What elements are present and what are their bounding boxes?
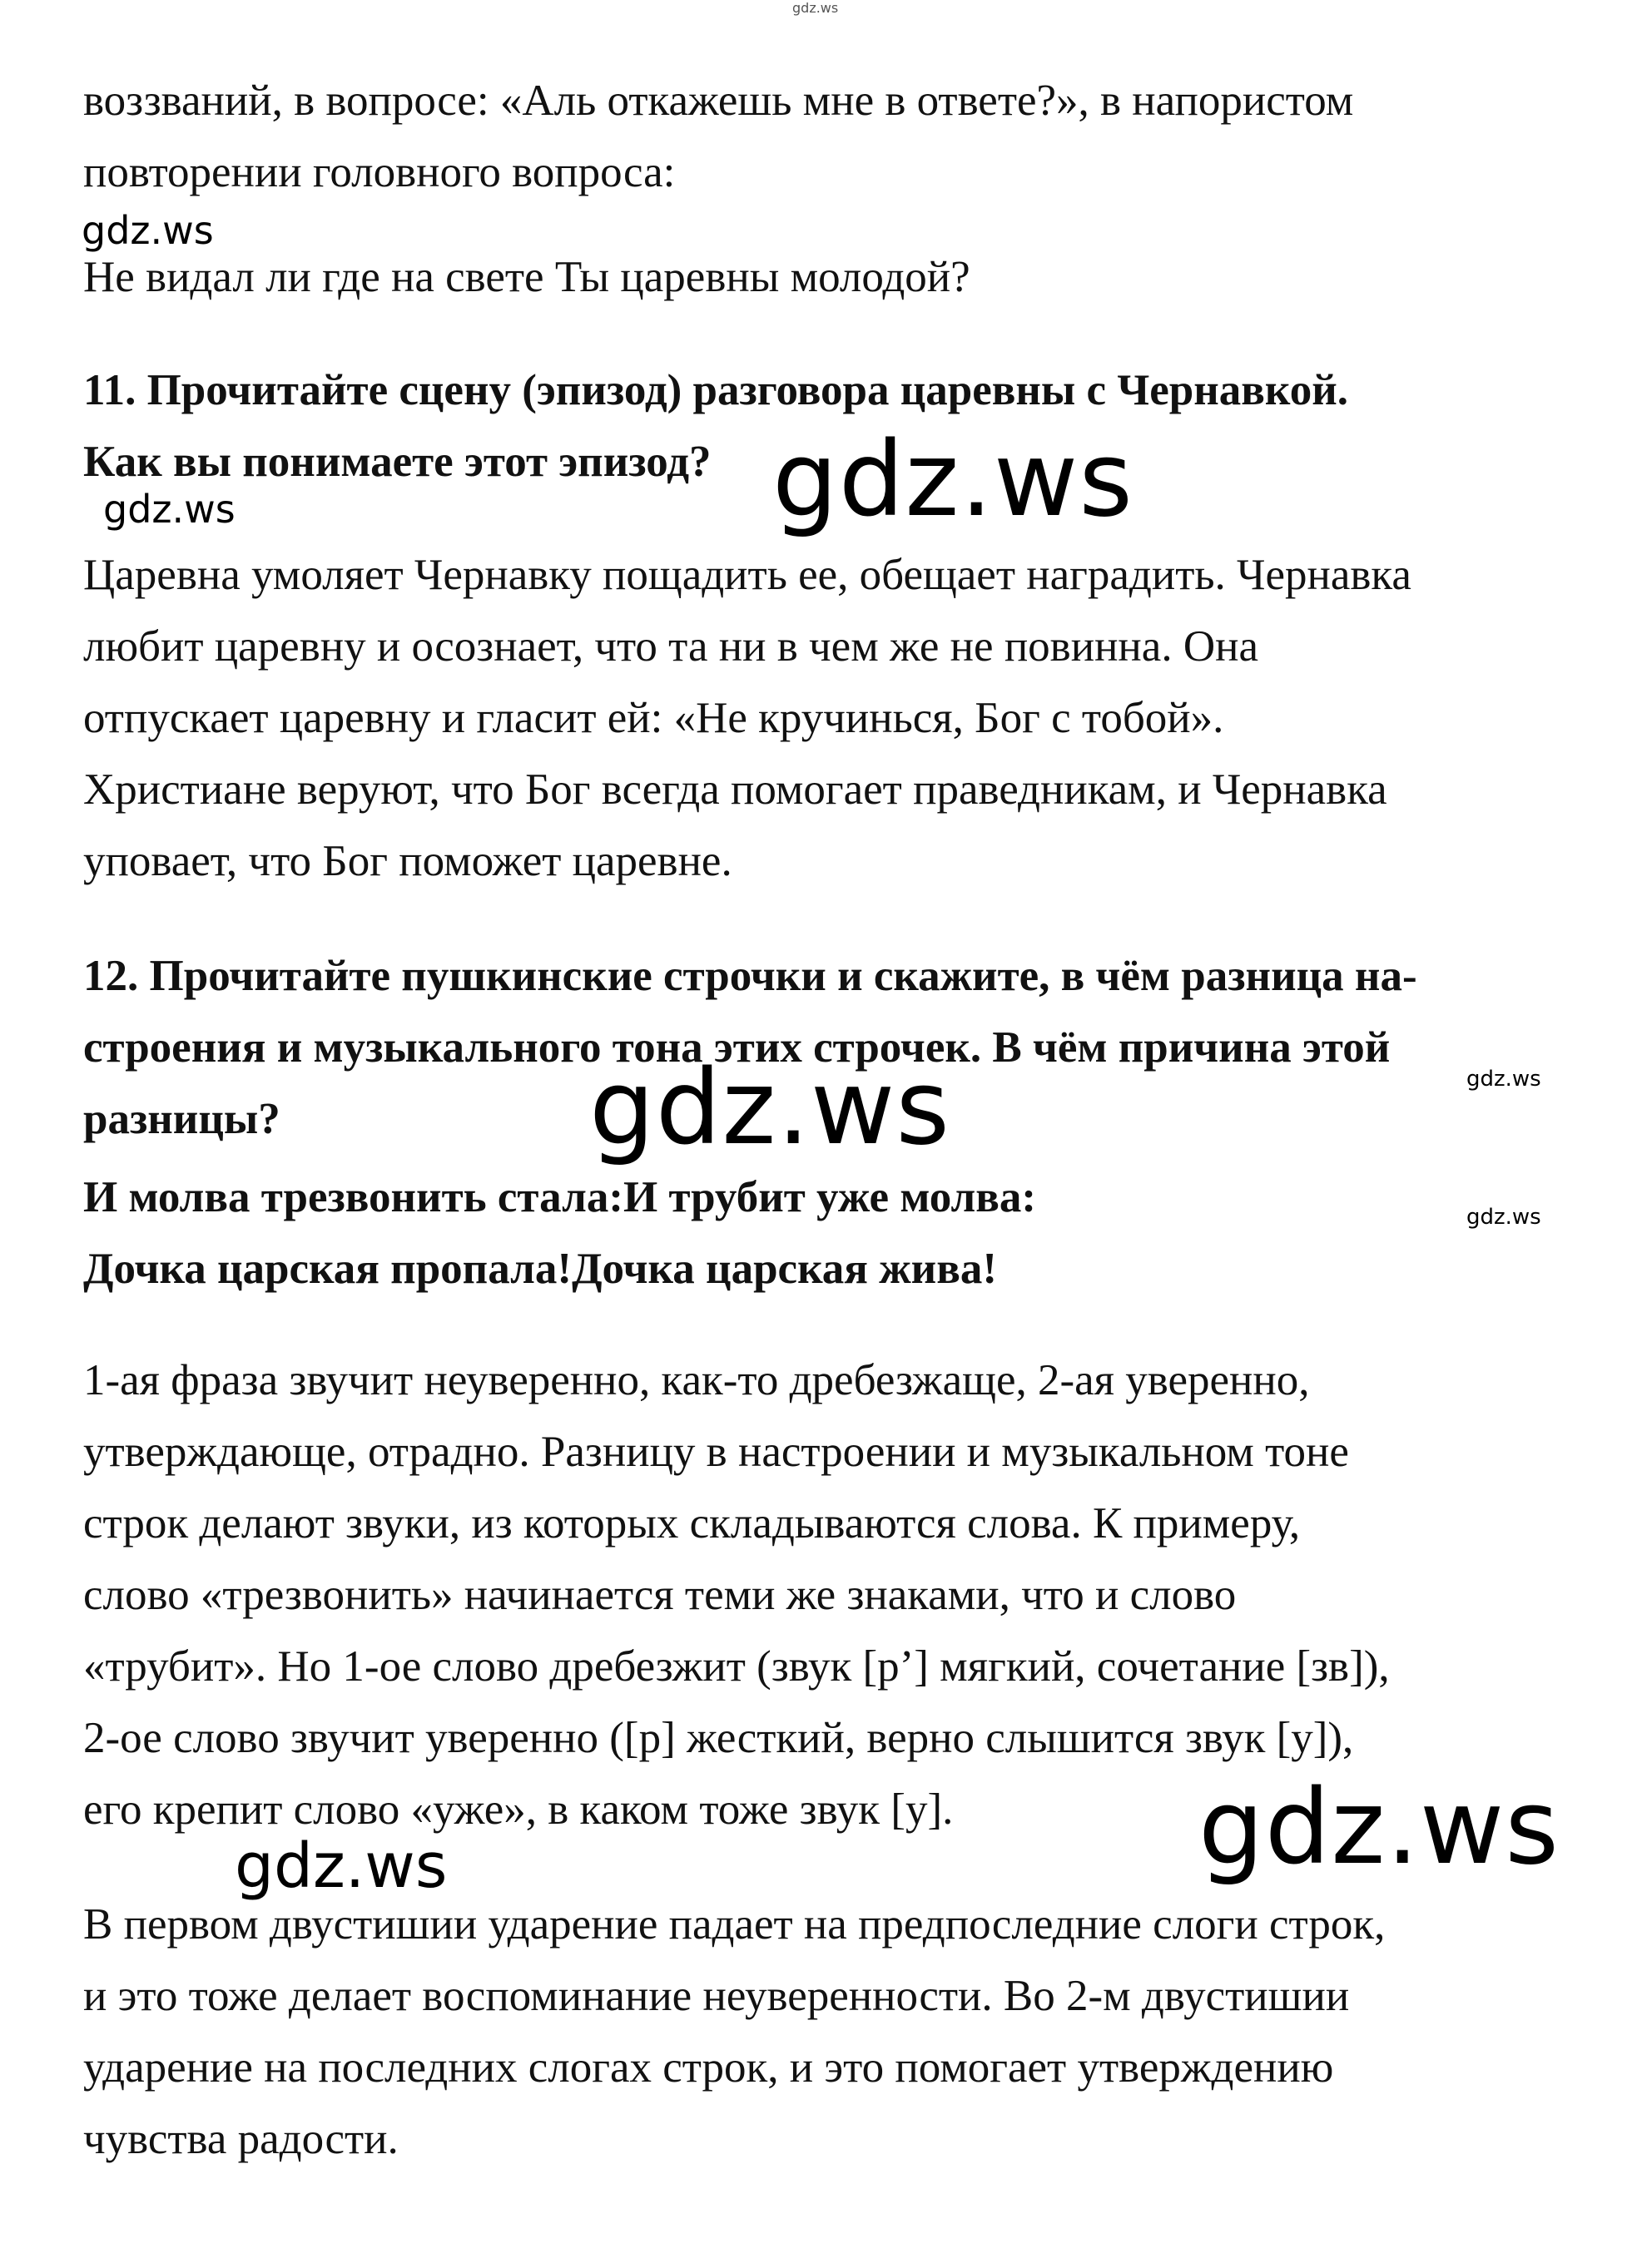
watermark-small: gdz.ws (1466, 1067, 1541, 1092)
answer-12-line: «трубит». Но 1-ое слово дребезжит (звук [р’] мягкий, сочетание [зв]), (83, 1642, 1390, 1691)
answer-11-line: Христиане веруют, что Бог всегда помогает праведникам, и Чернавка (83, 765, 1387, 814)
watermark: gdz.ws (235, 1830, 448, 1902)
answer-11-line: любит царевну и осознает, что та ни в чем же не повинна. Она (83, 622, 1258, 671)
intro-line: воззваний, в вопросе: «Аль откажешь мне в ответе?», в напористом (83, 77, 1354, 125)
watermark-large: gdz.ws (589, 1048, 950, 1168)
question-11-heading: 11. Прочитайте сцену (эпизод) разговора царевны с Чернавкой. (83, 366, 1348, 414)
answer-12-line: и это тоже делает воспоминание неуверенности. Во 2-м двустишии (83, 1972, 1350, 2020)
watermark: gdz.ws (103, 487, 236, 532)
answer-12-line: строк делают звуки, из которых складываются слова. К примеру, (83, 1499, 1301, 1547)
poem-quote-line: Дочка царская пропала!Дочка царская жива! (83, 1245, 997, 1293)
poem-quote-line: И молва трезвонить стала:И трубит уже молва: (83, 1173, 1037, 1221)
answer-12-line: утверждающе, отрадно. Разницу в настроении и музыкальном тоне (83, 1428, 1349, 1476)
question-11-heading: Как вы понимаете этот эпизод? (83, 438, 712, 486)
answer-12-line: 1-ая фраза звучит неуверенно, как-то дребезжаще, 2-ая уверенно, (83, 1356, 1310, 1404)
watermark-large: gdz.ws (1198, 1768, 1560, 1888)
answer-12-line: ударение на последних слогах строк, и это помогает утверждению (83, 2043, 1334, 2092)
answer-11-line: Царевна умоляет Чернавку пощадить ее, обещает наградить. Чернавка (83, 551, 1411, 599)
question-12-heading: 12. Прочитайте пушкинские строчки и скажите, в чём разница на- (83, 952, 1417, 1000)
watermark-small: gdz.ws (1466, 1205, 1541, 1230)
answer-12-line: слово «трезвонить» начинается теми же знаками, что и слово (83, 1571, 1237, 1619)
intro-line: повторении головного вопроса: (83, 148, 676, 196)
answer-11-line: отпускает царевну и гласит ей: «Не кручинься, Бог с тобой». (83, 694, 1224, 742)
watermark-top: gdz.ws (792, 0, 839, 16)
answer-11-line: уповает, что Бог поможет царевне. (83, 837, 732, 885)
answer-12-line: его крепит слово «уже», в каком тоже звук [у]. (83, 1785, 954, 1834)
answer-12-line: 2-ое слово звучит уверенно ([р] жесткий, верно слышится звук [у]), (83, 1714, 1354, 1762)
watermark-large: gdz.ws (772, 420, 1133, 540)
question-12-heading: строения и музыкального тона этих строчек. В чём причина этой (83, 1023, 1391, 1072)
intro-quote-line: Не видал ли где на свете Ты царевны молодой? (83, 253, 970, 301)
question-12-heading: разницы? (83, 1095, 280, 1143)
watermark: gdz.ws (82, 208, 214, 253)
answer-12-line: чувства радости. (83, 2115, 399, 2163)
answer-12-line: В первом двустишии ударение падает на предпоследние слоги строк, (83, 1900, 1386, 1949)
